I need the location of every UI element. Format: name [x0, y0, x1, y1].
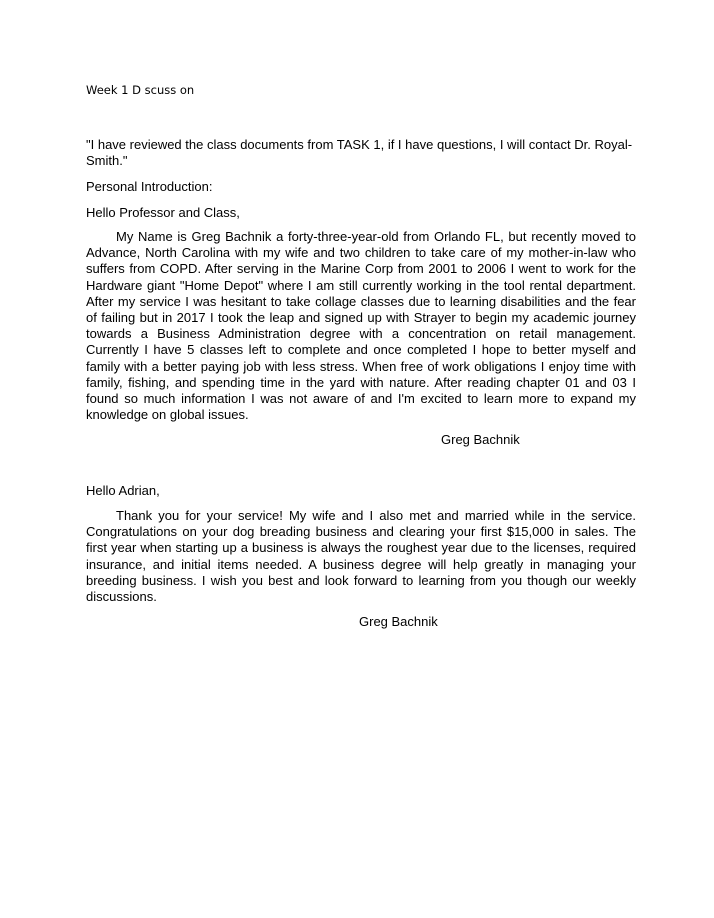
reply-greeting: Hello Adrian,: [86, 483, 160, 498]
post-greeting: Hello Professor and Class,: [86, 205, 240, 220]
review-statement: "I have reviewed the class documents from TASK 1, if I have questions, I will contact Dr. Royal-Smith.": [86, 137, 633, 169]
reply-signature: Greg Bachnik: [359, 614, 438, 629]
reply-body: Thank you for your service! My wife and I also met and married while in the service. Congratulations on your dog breading business and clearing your first $15,000 in sales. The first year when starting up a business is always the roughest year due to the licenses, required insurance, and initial items needed. A business degree will help greatly in managing your breeding business. I wish you best and look forward to learning from you though our weekly discussions.: [86, 508, 636, 605]
post-signature: Greg Bachnik: [441, 432, 520, 447]
intro-label: Personal Introduction:: [86, 179, 213, 194]
document-heading: Week 1 D scuss on: [86, 83, 195, 97]
post-body: My Name is Greg Bachnik a forty-three-year-old from Orlando FL, but recently moved to Advance, North Carolina with my wife and two children to take care of my mother-in-law who suffers from COPD. After serving in the Marine Corp from 2001 to 2006 I went to work for the Hardware giant "Home Depot" where I am still currently working in the tool rental department. After my service I was hesitant to take collage classes due to learning disabilities and the fear of failing but in 2017 I took the leap and signed up with Strayer to begin my academic journey towards a Business Administration degree with a concentration on retail management. Currently I have 5 classes left to complete and once completed I hope to better myself and family with a better paying job with less stress. When free of work obligations I enjoy time with family, fishing, and spending time in the yard with nature. After reading chapter 01 and 03 I found so much information I was not aware of and I'm excited to learn more to expand my knowledge on global issues.: [86, 229, 636, 423]
